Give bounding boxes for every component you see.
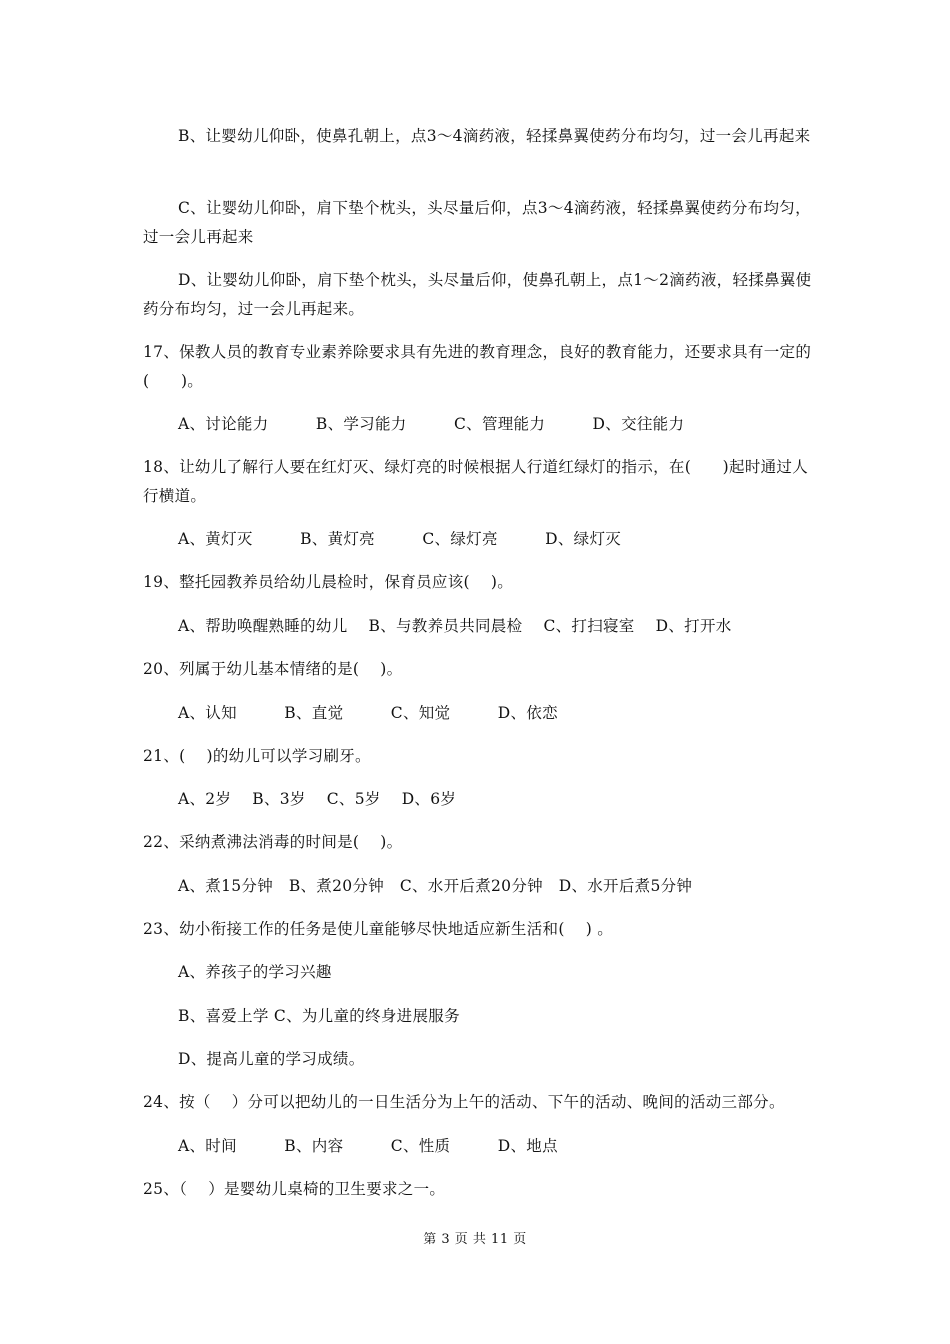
- q21-stem: 21、( )的幼儿可以学习刷牙。: [143, 747, 371, 765]
- q16-option-b: B、让婴幼儿仰卧，使鼻孔朝上，点3～4滴药液，轻揉鼻翼使药分布均匀，过一会儿再起来: [178, 127, 811, 145]
- q24-options: A、时间 B、内容 C、性质 D、地点: [178, 1137, 558, 1155]
- q25-stem: 25、（ ）是婴幼儿桌椅的卫生要求之一。: [143, 1180, 446, 1198]
- q20-stem: 20、列属于幼儿基本情绪的是( )。: [143, 660, 403, 678]
- q21-options: A、2岁 B、3岁 C、5岁 D、6岁: [178, 790, 457, 808]
- q24-stem: 24、按（ ）分可以把幼儿的一日生活分为上午的活动、下午的活动、晚间的活动三部分。: [143, 1093, 785, 1111]
- q23-stem: 23、幼小衔接工作的任务是使儿童能够尽快地适应新生活和( ) 。: [143, 920, 614, 938]
- q18-stem: 18、让幼儿了解行人要在红灯灭、绿灯亮的时候根据人行道红绿灯的指示，在( )起时通过人行横道。: [143, 458, 809, 505]
- q23-option-d: D、提高儿童的学习成绩。: [178, 1050, 365, 1068]
- q22-stem: 22、采纳煮沸法消毒的时间是( )。: [143, 833, 403, 851]
- q19-options: A、帮助唤醒熟睡的幼儿 B、与教养员共同晨检 C、打扫寝室 D、打开水: [178, 617, 732, 635]
- q18-options: A、黄灯灭 B、黄灯亮 C、绿灯亮 D、绿灯灭: [178, 530, 622, 548]
- q23-option-bc: B、喜爱上学 C、为儿童的终身进展服务: [178, 1007, 460, 1025]
- q22-options: A、煮15分钟 B、煮20分钟 C、水开后煮20分钟 D、水开后煮5分钟: [178, 877, 693, 895]
- q16-option-c: C、让婴幼儿仰卧，肩下垫个枕头，头尽量后仰，点3～4滴药液，轻揉鼻翼使药分布均匀，过一会儿再起来: [143, 199, 811, 246]
- q17-stem: 17、保教人员的教育专业素养除要求具有先进的教育理念，良好的教育能力，还要求具有一定的( )。: [143, 343, 812, 390]
- q17-options: A、讨论能力 B、学习能力 C、管理能力 D、交往能力: [178, 415, 685, 433]
- page-footer: 第 3 页 共 11 页: [423, 1232, 527, 1247]
- q19-stem: 19、整托园教养员给幼儿晨检时，保育员应该( )。: [143, 573, 514, 591]
- q23-option-a: A、养孩子的学习兴趣: [178, 963, 332, 981]
- q16-option-d: D、让婴幼儿仰卧，肩下垫个枕头，头尽量后仰，使鼻孔朝上，点1～2滴药液，轻揉鼻翼使药分布均匀，过一会儿再起来。: [143, 271, 812, 318]
- q20-options: A、认知 B、直觉 C、知觉 D、依恋: [178, 704, 558, 722]
